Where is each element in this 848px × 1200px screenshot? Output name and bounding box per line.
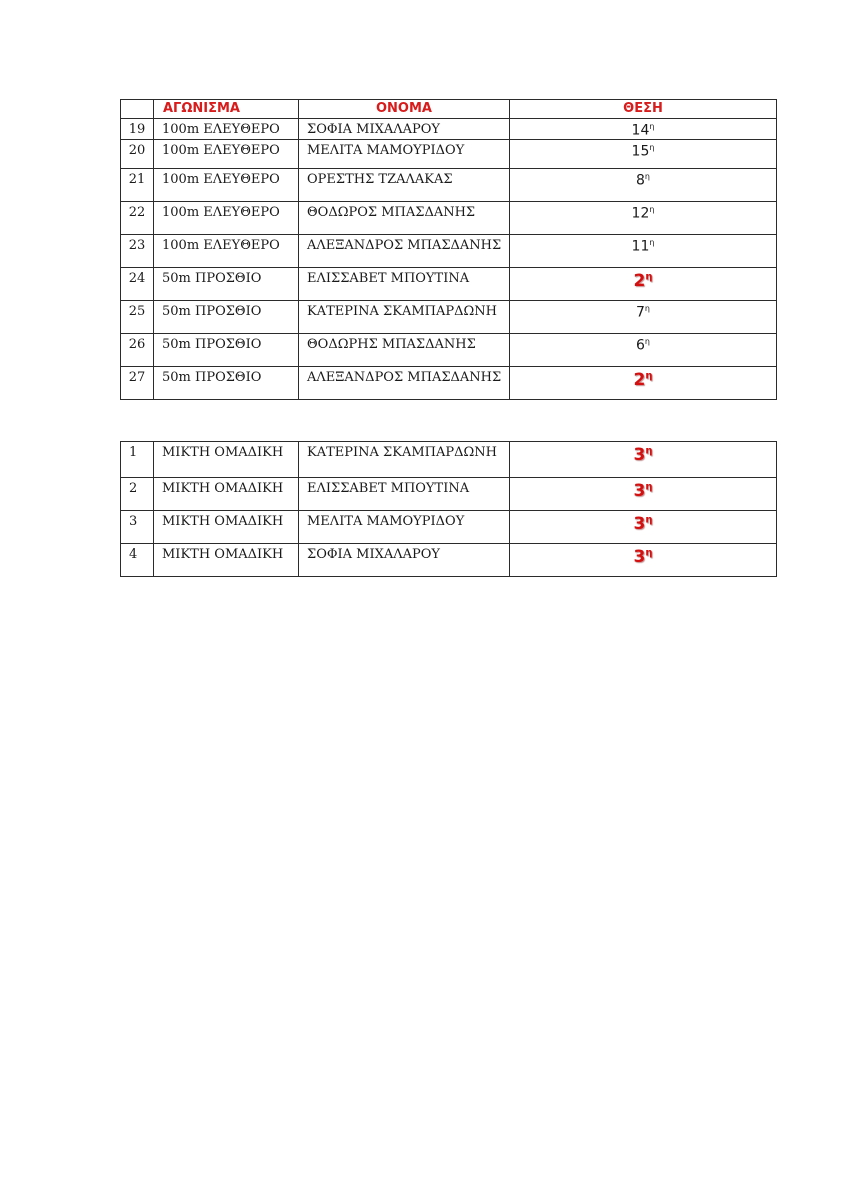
row-place <box>510 442 777 478</box>
row-event: ΜΙΚΤΗ ΟΜΑΔΙΚΗ <box>154 511 299 544</box>
table-row <box>121 544 777 577</box>
row-number: 21 <box>121 168 154 201</box>
row-event: ΜΙΚΤΗ ΟΜΑΔΙΚΗ <box>154 442 299 478</box>
team-results-table <box>120 441 777 577</box>
row-event: 50m ΠΡΟΣΘΙΟ <box>154 267 299 300</box>
row-event: 100m ΕΛΕΥΘΕΡΟ <box>154 119 299 140</box>
row-place <box>510 139 777 168</box>
row-event: ΜΙΚΤΗ ΟΜΑΔΙΚΗ <box>154 478 299 511</box>
table-row <box>121 511 777 544</box>
row-name: ΟΡΕΣΤΗΣ ΤΖΑΛΑΚΑΣ <box>299 168 510 201</box>
place-suffix: η <box>644 336 650 346</box>
row-place <box>510 119 777 140</box>
place-value: 2 <box>633 369 646 390</box>
place-value: 2 <box>633 270 646 291</box>
row-number: 24 <box>121 267 154 300</box>
row-name: ΑΛΕΞΑΝΔΡΟΣ ΜΠΑΣΔΑΝΗΣ <box>299 366 510 399</box>
place-suffix: η <box>649 237 655 247</box>
row-number: 4 <box>121 544 154 577</box>
row-place <box>510 544 777 577</box>
row-event: 100m ΕΛΕΥΘΕΡΟ <box>154 139 299 168</box>
row-name: ΘΟΔΩΡΟΣ ΜΠΑΣΔΑΝΗΣ <box>299 201 510 234</box>
table-row <box>121 201 777 234</box>
results-header-row <box>121 100 777 119</box>
place-suffix: η <box>649 122 655 131</box>
row-event: 50m ΠΡΟΣΘΙΟ <box>154 300 299 333</box>
row-place <box>510 267 777 300</box>
row-place <box>510 300 777 333</box>
row-name: ΕΛΙΣΣΑΒΕΤ ΜΠΟΥΤΙΝΑ <box>299 267 510 300</box>
place-suffix: η <box>645 271 653 282</box>
header-name: ΟΝΟΜΑ <box>299 100 510 119</box>
row-name: ΣΟΦΙΑ ΜΙΧΑΛΑΡΟΥ <box>299 119 510 140</box>
table-row <box>121 119 777 140</box>
row-name: ΜΕΛΙΤΑ ΜΑΜΟΥΡΙΔΟΥ <box>299 511 510 544</box>
row-place <box>510 201 777 234</box>
results-table <box>120 99 777 400</box>
row-event: ΜΙΚΤΗ ΟΜΑΔΙΚΗ <box>154 544 299 577</box>
place-suffix: η <box>644 303 650 313</box>
row-name: ΘΟΔΩΡΗΣ ΜΠΑΣΔΑΝΗΣ <box>299 333 510 366</box>
place-value: 3 <box>633 514 646 534</box>
row-place <box>510 333 777 366</box>
place-value: 7 <box>636 304 645 321</box>
header-place: ΘΕΣΗ <box>510 100 777 119</box>
table-row <box>121 139 777 168</box>
row-number: 22 <box>121 201 154 234</box>
place-value: 6 <box>636 337 645 354</box>
row-name: ΕΛΙΣΣΑΒΕΤ ΜΠΟΥΤΙΝΑ <box>299 478 510 511</box>
place-value: 14 <box>631 122 650 139</box>
table-row <box>121 267 777 300</box>
place-value: 15 <box>631 143 650 160</box>
place-suffix: η <box>649 142 655 152</box>
row-name: ΣΟΦΙΑ ΜΙΧΑΛΑΡΟΥ <box>299 544 510 577</box>
row-name: ΑΛΕΞΑΝΔΡΟΣ ΜΠΑΣΔΑΝΗΣ <box>299 234 510 267</box>
place-suffix: η <box>645 547 653 559</box>
row-name: ΚΑΤΕΡΙΝΑ ΣΚΑΜΠΑΡΔΩΝΗ <box>299 442 510 478</box>
place-value: 12 <box>631 205 650 222</box>
row-place <box>510 478 777 511</box>
row-number: 20 <box>121 139 154 168</box>
row-event: 50m ΠΡΟΣΘΙΟ <box>154 333 299 366</box>
table-row <box>121 333 777 366</box>
row-event: 100m ΕΛΕΥΘΕΡΟ <box>154 234 299 267</box>
row-place <box>510 168 777 201</box>
table-row <box>121 168 777 201</box>
table-row <box>121 300 777 333</box>
place-suffix: η <box>645 481 653 493</box>
place-suffix: η <box>649 204 655 214</box>
row-number: 25 <box>121 300 154 333</box>
place-suffix: η <box>644 171 650 181</box>
place-value: 3 <box>633 481 646 501</box>
place-value: 11 <box>631 238 650 255</box>
header-number <box>121 100 154 119</box>
table-row <box>121 442 777 478</box>
place-value: 3 <box>633 547 646 567</box>
row-number: 1 <box>121 442 154 478</box>
row-place <box>510 511 777 544</box>
row-number: 23 <box>121 234 154 267</box>
place-value: 8 <box>636 172 645 189</box>
table-row <box>121 234 777 267</box>
header-event: ΑΓΩΝΙΣΜΑ <box>154 100 299 119</box>
place-suffix: η <box>645 370 653 381</box>
table-row <box>121 366 777 399</box>
row-event: 100m ΕΛΕΥΘΕΡΟ <box>154 168 299 201</box>
row-place <box>510 234 777 267</box>
row-place <box>510 366 777 399</box>
row-number: 27 <box>121 366 154 399</box>
row-number: 26 <box>121 333 154 366</box>
place-value: 3 <box>633 445 646 465</box>
place-suffix: η <box>645 514 653 526</box>
place-suffix: η <box>645 445 653 457</box>
row-event: 100m ΕΛΕΥΘΕΡΟ <box>154 201 299 234</box>
row-name: ΜΕΛΙΤΑ ΜΑΜΟΥΡΙΔΟΥ <box>299 139 510 168</box>
row-number: 19 <box>121 119 154 140</box>
row-number: 2 <box>121 478 154 511</box>
row-number: 3 <box>121 511 154 544</box>
row-name: ΚΑΤΕΡΙΝΑ ΣΚΑΜΠΑΡΔΩΝΗ <box>299 300 510 333</box>
row-event: 50m ΠΡΟΣΘΙΟ <box>154 366 299 399</box>
table-row <box>121 478 777 511</box>
